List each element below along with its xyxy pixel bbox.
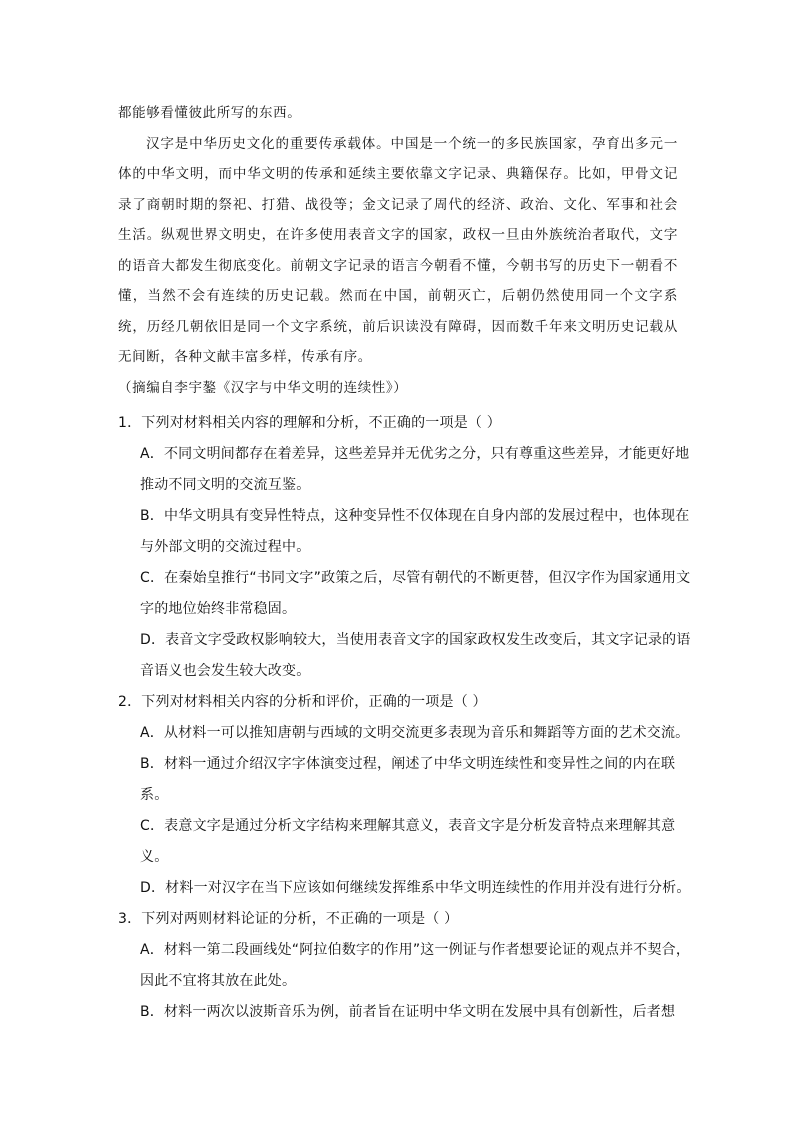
option-d: D．表音文字受政权影响较大，当使用表音文字的国家政权发生改变后，其文字记录的语音语义也会发生较大改变。 [140,632,691,679]
passage-paragraph: 汉字是中华历史文化的重要传承载体。中国是一个统一的多民族国家，孕育出多元一体的中华文明，而中华文明的传承和延续主要依靠文字记录、典籍保存。比如，甲骨文记录了商朝时期的祭祀、打猎、战役等；金文记录了周代的经济、政治、文化、军事和社会生活。纵观世界文明史，在许多使用表音文字的国家，政权一旦由外族统治者取代，文字的语音大都发生彻底变化。前朝文字记录的语言今朝看不懂，今朝书写的历史下一朝看不懂，当然不会有连续的历史记载。然而在中国，前朝灭亡，后朝仍然使用同一个文字系统，历经几朝依旧是同一个文字系统，前后识读没有障碍，因而数千年来文明历史记载从无间断，各种文献丰富多样，传承有序。 [118,135,678,365]
passage-source: （摘编自李宇鏊《汉字与中华文明的连续性》） [118,379,408,396]
question-stem: 1．下列对材料相关内容的理解和分析，不正确的一项是（ ） [118,415,501,431]
option-b: B．材料一两次以波斯音乐为例，前者旨在证明中华文明在发展中具有创新性，后者想 [140,1004,676,1020]
question-1 [118,408,693,687]
passage-continuation: 都能够看懂彼此所写的东西。 [118,105,302,121]
reading-passage [118,98,678,403]
option-b: B．材料一通过介绍汉字字体演变过程，阐述了中华文明连续性和变异性之间的内在联系。 [140,756,676,803]
option-a: A．从材料一可以推知唐朝与西域的文明交流更多表现为音乐和舞蹈等方面的艺术交流。 [140,725,690,741]
question-3 [118,904,693,1028]
question-list [118,408,693,1028]
question-stem: 2．下列对材料相关内容的分析和评价，正确的一项是（ ） [118,694,487,710]
option-a: A．材料一第二段画线处“阿拉伯数字的作用”这一例证与作者想要论证的观点并不契合，因此不宜将其放在此处。 [140,942,691,989]
option-d: D．材料一对汉字在当下应该如何继续发挥维系中华文明连续性的作用并没有进行分析。 [140,880,691,896]
option-c: C．在秦始皇推行“书同文字”政策之后，尽管有朝代的不断更替，但汉字作为国家通用文字的地位始终非常稳固。 [140,570,691,617]
question-stem: 3．下列对两则材料论证的分析，不正确的一项是（ ） [118,911,459,927]
option-a: A．不同文明间都存在着差异，这些差异并无优劣之分，只有尊重这些差异，才能更好地推动不同文明的交流互鉴。 [140,446,690,493]
option-b: B．中华文明具有变异性特点，这种变异性不仅体现在自身内部的发展过程中，也体现在与外部文明的交流过程中。 [140,508,690,555]
option-c: C．表意文字是通过分析文字结构来理解其意义，表音文字是分析发音特点来理解其意义。 [140,818,676,865]
question-2 [118,687,693,904]
